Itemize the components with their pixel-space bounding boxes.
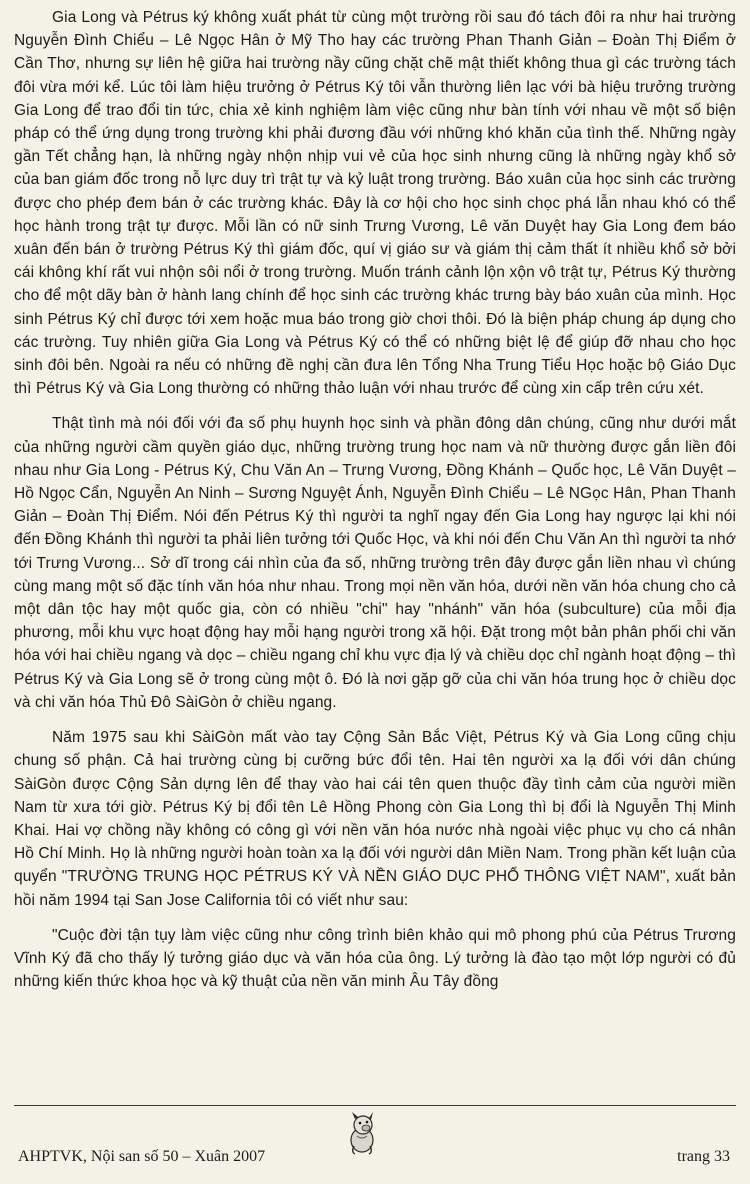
footer-page-number: trang 33 xyxy=(677,1148,730,1165)
footer-publication: AHPTVK, Nội san số 50 – Xuân 2007 xyxy=(18,1148,266,1165)
page-footer xyxy=(14,1148,736,1172)
paragraph-3: Năm 1975 sau khi SàiGòn mất vào tay Cộng Sản Bắc Việt, Pétrus Ký và Gia Long cũng chịu chung số phận. Cả hai trường cùng bị cưỡng bức đổi tên. Hai tên người xa lạ đối với dân chúng SàiGòn được Cộng Sản dựng lên để thay vào hai cái tên quen thuộc đầy tình cảm của người miền Nam từ xưa tới giờ. Pétrus Ký bị đổi tên Lê Hồng Phong còn Gia Long thì bị đổi là Nguyễn Thị Minh Khai. Hai vợ chồng nầy không có công gì với nền văn hóa nước nhà ngoài việc phục vụ cho cá nhân Hồ Chí Minh. Họ là những người hoàn toàn xa lạ đối với người dân Miền Nam. Trong phần kết luận của quyển "TRƯỜNG TRUNG HỌC PÉTRUS KÝ VÀ NỀN GIÁO DỤC PHỔ THÔNG VIỆT NAM", xuất bản hồi năm 1994 tại San Jose California tôi có viết như sau: xyxy=(14,729,736,909)
paragraph-2: Thật tình mà nói đối với đa số phụ huynh học sinh và phần đông dân chúng, cũng như dưới mắt của những người cầm quyền giáo dục, những trường trung học nam và nữ thường được gắn liền đôi nhau như Gia Long - Pétrus Ký, Chu Văn An – Trưng Vương, Đồng Khánh – Quốc học, Lê Văn Duyệt – Hồ Ngọc Cẩn, Nguyễn An Ninh – Sương Nguyệt Ánh, Nguyễn Đình Chiểu – Lê NGọc Hân, Phan Thanh Giản – Đoàn Thị Điểm. Nói đến Pétrus Ký thì người ta nghĩ ngay đến Gia Long hay ngược lại khi nói đến Đồng Khánh thì người ta phải liên tưởng tới Quốc Học, và khi nói đến Chu Văn An thì người ta nhớ tới Trưng Vương... Sở dĩ trong cái nhìn của đa số, những trường trên đây được gắn liền nhau vì chúng cùng mang một số đặc tính văn hóa như nhau. Trong mọi nền văn hóa, dưới nền văn hóa chung cho cả một dân tộc hay một quốc gia, còn có nhiều "chi" hay "nhánh" văn hóa (subculture) của mỗi địa phương, mỗi khu vực hoạt động hay mỗi hạng người trong xã hội. Đặt trong một bản phân phối chi văn hóa với hai chiều ngang và dọc – chiều ngang chỉ khu vực địa lý và chiều dọc chỉ ngành hoạt động – thì Pétrus Ký và Gia Long sẽ ở trong cùng một ô. Đó là nơi gặp gỡ của chi văn hóa trung học ở chiều dọc và chi văn hóa Thủ Đô SàiGòn ở chiều ngang. xyxy=(14,415,736,711)
article-body xyxy=(14,6,736,993)
paragraph-1: Gia Long và Pétrus ký không xuất phát từ cùng một trường rồi sau đó tách đôi ra như hai trường Nguyễn Đình Chiểu – Lê Ngọc Hân ở Mỹ Tho hay các trường Phan Thanh Giản – Đoàn Thị Điểm ở Cần Thơ, nhưng sự liên hệ giữa hai trường nầy cũng chặt chẽ mật thiết không thua gì các trường tách đôi vừa mới kể. Lúc tôi làm hiệu trưởng ở Pétrus Ký tôi vẫn thường liên lạc với bà hiệu trưởng trường Gia Long để trao đổi tin tức, chia xẻ kinh nghiệm làm việc cũng như bàn tính với nhau về một số biện pháp có thể ứng dụng trong trường khi phải đương đầu với những khó khăn của tình thế. Những ngày gần Tết chẳng hạn, là những ngày nhộn nhịp vui vẻ của học sinh nhưng cũng là những ngày khổ sở của ban giám đốc trong nỗ lực duy trì trật tự và kỷ luật trong trường. Báo xuân của học sinh các trường được cho phép đem bán ở các trường khác. Đây là cơ hội cho học sinh chọc phá lẫn nhau khó có thể học hành trong trật tự được. Mỗi lần có nữ sinh Trưng Vương, Lê văn Duyệt hay Gia Long đem báo xuân đến bán ở trường Pétrus Ký thì giám đốc, quí vị giáo sư và giám thị cảm thất ít nhiều khổ sở bởi cái không khí rất vui nhộn sôi nổi ở trong trường. Muốn tránh cảnh lộn xộn vô trật tự, Pétrus Ký thường cho để một dãy bàn ở hành lang chính để học sinh các trường khác trưng bày báo xuân của mình. Học sinh Pétrus Ký chỉ được tới xem hoặc mua báo trong giờ chơi thôi. Đó là biện pháp chung áp dụng cho các trường. Tuy nhiên giữa Gia Long và Pétrus Ký có thể có những biệt lệ để giúp đỡ nhau cho học sinh đôi bên. Ngoài ra nếu có những đề nghị cần đưa lên Tổng Nha Trung Tiểu Học hoặc bộ Giáo Dục thì Pétrus Ký và Gia Long thường có những thảo luận với nhau trước để cùng xin cấp trên cứu xét. xyxy=(14,9,736,398)
footer-divider xyxy=(14,1105,736,1106)
paragraph-4: "Cuộc đời tận tụy làm việc cũng như công trình biên khảo qui mô phong phú của Pétrus Trương Vĩnh Ký đã cho thấy lý tưởng giáo dục và văn hóa của ông. Lý tưởng là đào tạo một lớp người có đủ những kiến thức khoa học và kỹ thuật của nền văn minh Âu Tây đồng xyxy=(14,926,736,991)
